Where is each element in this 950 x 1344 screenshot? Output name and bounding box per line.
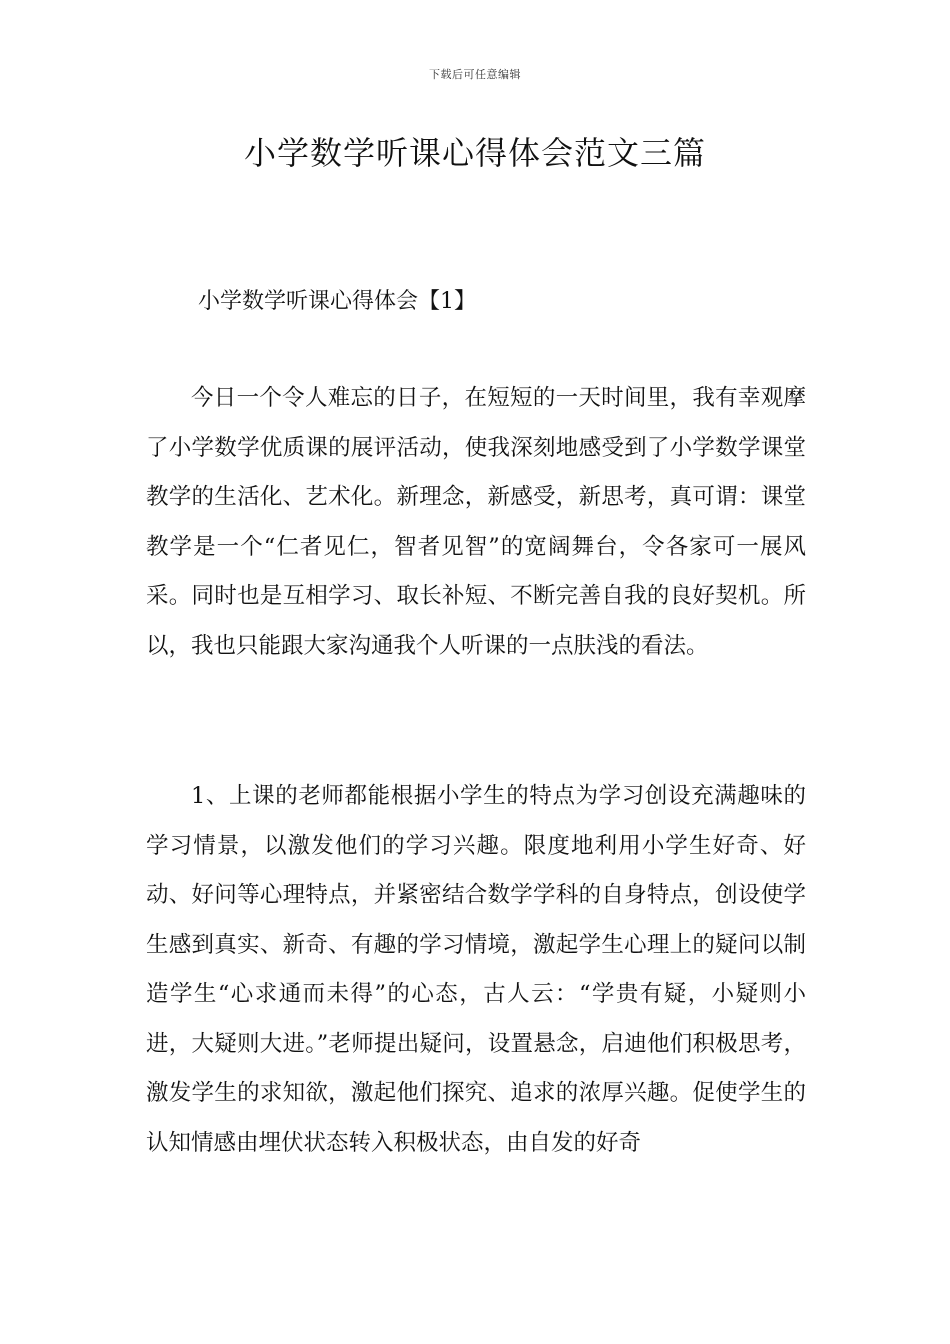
page-title: 小学数学听课心得体会范文三篇 bbox=[243, 134, 706, 172]
body-paragraph: 今日一个令人难忘的日子，在短短的一天时间里，我有幸观摩了小学数学优质课的展评活动，使我深刻地感受到了小学数学课堂教学的生活化、艺术化。新理念，新感受，新思考，真可谓：课堂教学是一个“仁者见仁，智者见智”的宽阔舞台，令各家可一展风采。同时也是互相学习、取长补短、不断完善自我的良好契机。所以，我也只能跟大家沟通我个人听课的一点肤浅的看法。 bbox=[146, 385, 806, 659]
section-heading: 小学数学听课心得体会【1】 bbox=[198, 289, 476, 314]
header-note: 下载后可任意编辑 bbox=[429, 68, 521, 81]
body-paragraph: 1、上课的老师都能根据小学生的特点为学习创设充满趣味的学习情景，以激发他们的学习兴趣。限度地利用小学生好奇、好动、好问等心理特点，并紧密结合数学学科的自身特点，创设使学生感到真实、新奇、有趣的学习情境，激起学生心理上的疑问以制造学生“心求通而未得”的心态，古人云：“学贵有疑，小疑则小进，大疑则大进。”老师提出疑问，设置悬念，启迪他们积极思考，激发学生的求知欲，激起他们探究、追求的浓厚兴趣。促使学生的认知情感由埋伏状态转入积极状态，由自发的好奇 bbox=[146, 783, 806, 1156]
